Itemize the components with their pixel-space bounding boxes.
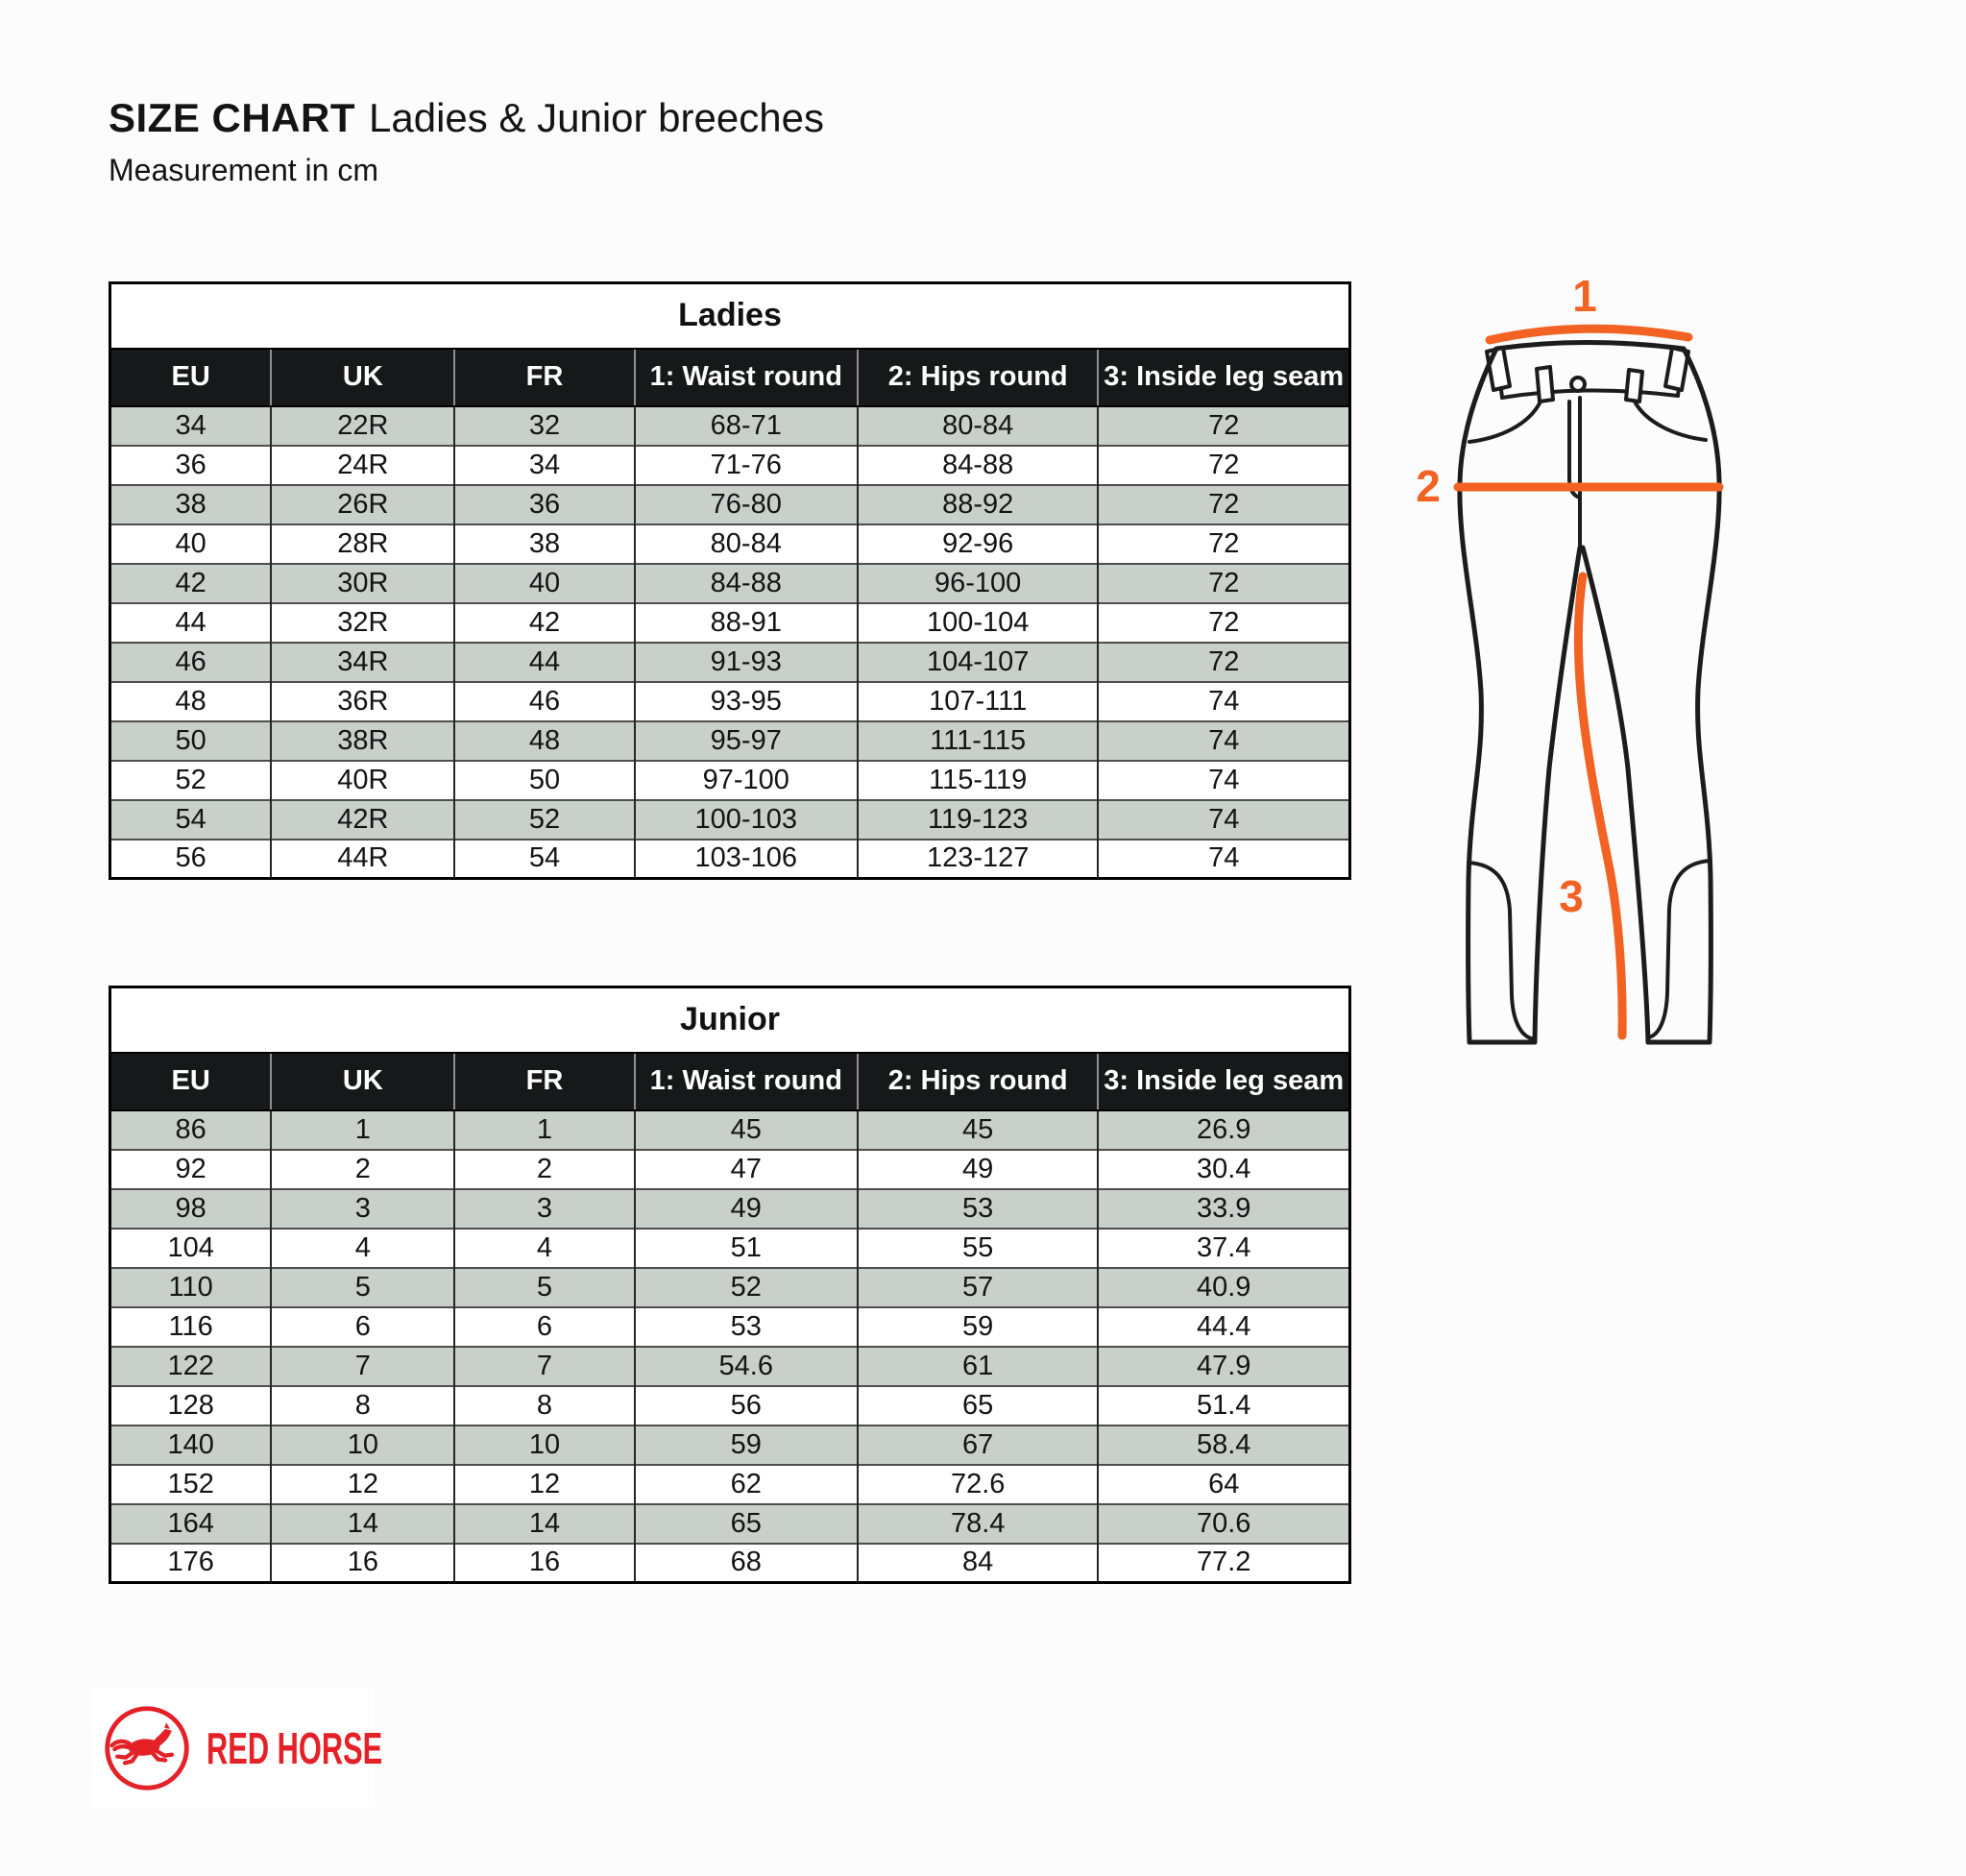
- table-cell: 107-111: [858, 682, 1098, 721]
- table-cell: 122: [110, 1347, 272, 1386]
- table-cell: 8: [271, 1386, 454, 1425]
- table-cell: 74: [1098, 800, 1349, 840]
- table-cell: 80-84: [858, 406, 1098, 446]
- table-cell: 40.9: [1098, 1268, 1349, 1307]
- table-cell: 53: [635, 1307, 858, 1347]
- table-cell: 88-91: [635, 603, 858, 643]
- table-cell: 5: [271, 1268, 454, 1307]
- table-cell: 36: [454, 485, 634, 524]
- table-cell: 68-71: [635, 406, 858, 446]
- table-cell: 26R: [271, 485, 454, 524]
- doc-header: [109, 96, 824, 188]
- table-cell: 59: [858, 1307, 1098, 1347]
- table-cell: 71-76: [635, 446, 858, 485]
- table-cell: 28R: [271, 524, 454, 564]
- table-body: [110, 1110, 1350, 1583]
- table-cell: 76-80: [635, 485, 858, 524]
- column-header: 2: Hips round: [858, 1053, 1098, 1110]
- table-cell: 111-115: [858, 721, 1098, 761]
- table-cell: 58.4: [1098, 1425, 1349, 1465]
- table-caption: Junior: [110, 987, 1350, 1053]
- table-cell: 30R: [271, 564, 454, 603]
- table-cell: 72.6: [858, 1465, 1098, 1504]
- table-cell: 26.9: [1098, 1110, 1349, 1150]
- table-cell: 98: [110, 1189, 272, 1229]
- table-cell: 44: [110, 603, 272, 643]
- table-cell: 42: [110, 564, 272, 603]
- table-row: [110, 1504, 1350, 1544]
- table-cell: 34R: [271, 643, 454, 682]
- column-header: 1: Waist round: [635, 349, 858, 406]
- table-cell: 56: [110, 840, 272, 879]
- table-cell: 93-95: [635, 682, 858, 721]
- table-cell: 36R: [271, 682, 454, 721]
- table-body: [110, 406, 1350, 879]
- table-cell: 37.4: [1098, 1229, 1349, 1268]
- table-cell: 72: [1098, 643, 1349, 682]
- table-cell: 78.4: [858, 1504, 1098, 1544]
- table-cell: 4: [454, 1229, 634, 1268]
- table-cell: 44: [454, 643, 634, 682]
- column-header: UK: [271, 349, 454, 406]
- inseam-measure-label: 3: [1559, 871, 1584, 921]
- table-cell: 16: [454, 1544, 634, 1583]
- table-cell: 123-127: [858, 840, 1098, 879]
- table-cell: 6: [454, 1307, 634, 1347]
- table-cell: 110: [110, 1268, 272, 1307]
- table-row: [110, 564, 1350, 603]
- table-cell: 65: [635, 1504, 858, 1544]
- column-header: EU: [110, 1053, 272, 1110]
- table-cell: 72: [1098, 524, 1349, 564]
- front-pocket: [1635, 402, 1706, 440]
- column-header: EU: [110, 349, 272, 406]
- table-row: [110, 1465, 1350, 1504]
- table-cell: 34: [454, 446, 634, 485]
- table-cell: 48: [110, 682, 272, 721]
- table-cell: 152: [110, 1465, 272, 1504]
- table-cell: 52: [110, 761, 272, 800]
- table-row: [110, 1229, 1350, 1268]
- table-cell: 6: [271, 1307, 454, 1347]
- table-cell: 30.4: [1098, 1150, 1349, 1189]
- table-cell: 47.9: [1098, 1347, 1349, 1386]
- table-cell: 51: [635, 1229, 858, 1268]
- table-cell: 72: [1098, 406, 1349, 446]
- table-cell: 84-88: [635, 564, 858, 603]
- table-row: [110, 1110, 1350, 1150]
- table-cell: 119-123: [858, 800, 1098, 840]
- table-cell: 57: [858, 1268, 1098, 1307]
- table-row: [110, 800, 1350, 840]
- belt-loop: [1537, 367, 1553, 402]
- knee-patch: [1648, 861, 1711, 1037]
- table-cell: 50: [454, 761, 634, 800]
- table-cell: 2: [271, 1150, 454, 1189]
- table-row: [110, 682, 1350, 721]
- waist-measure-line: [1490, 329, 1688, 340]
- table-cell: 115-119: [858, 761, 1098, 800]
- table-cell: 10: [454, 1425, 634, 1465]
- table-cell: 97-100: [635, 761, 858, 800]
- table-cell: 72: [1098, 485, 1349, 524]
- table-row: [110, 1386, 1350, 1425]
- table-cell: 49: [635, 1189, 858, 1229]
- table-cell: 100-103: [635, 800, 858, 840]
- table-cell: 103-106: [635, 840, 858, 879]
- table-cell: 86: [110, 1110, 272, 1150]
- brand-name: RED HORSE: [206, 1722, 383, 1773]
- table-cell: 176: [110, 1544, 272, 1583]
- table-cell: 91-93: [635, 643, 858, 682]
- column-header: FR: [454, 349, 634, 406]
- table-cell: 80-84: [635, 524, 858, 564]
- table-cell: 74: [1098, 761, 1349, 800]
- table-row: [110, 406, 1350, 446]
- table-cell: 104: [110, 1229, 272, 1268]
- table-cell: 32: [454, 406, 634, 446]
- table-row: [110, 446, 1350, 485]
- hips-measure-label: 2: [1416, 461, 1441, 511]
- measurement-unit-note: Measurement in cm: [109, 153, 378, 188]
- table-cell: 14: [454, 1504, 634, 1544]
- table-cell: 38R: [271, 721, 454, 761]
- belt-loop: [1626, 370, 1642, 402]
- table-row: [110, 1150, 1350, 1189]
- table-cell: 164: [110, 1504, 272, 1544]
- table-cell: 33.9: [1098, 1189, 1349, 1229]
- table-cell: 4: [271, 1229, 454, 1268]
- table-cell: 140: [110, 1425, 272, 1465]
- table-cell: 70.6: [1098, 1504, 1349, 1544]
- table-cell: 74: [1098, 840, 1349, 879]
- table-cell: 42R: [271, 800, 454, 840]
- knee-patch: [1468, 863, 1535, 1039]
- table-cell: 50: [110, 721, 272, 761]
- table-cell: 38: [454, 524, 634, 564]
- junior-size-table: [109, 986, 1351, 1584]
- brand-logo: [93, 1688, 383, 1808]
- table-cell: 8: [454, 1386, 634, 1425]
- table-row: [110, 1544, 1350, 1583]
- table-cell: 88-92: [858, 485, 1098, 524]
- table-cell: 54: [110, 800, 272, 840]
- table-cell: 128: [110, 1386, 272, 1425]
- table-cell: 56: [635, 1386, 858, 1425]
- column-header: 1: Waist round: [635, 1053, 858, 1110]
- column-header: 3: Inside leg seam: [1098, 1053, 1349, 1110]
- table-cell: 47: [635, 1150, 858, 1189]
- table-cell: 48: [454, 721, 634, 761]
- table-row: [110, 524, 1350, 564]
- table-caption-row: [110, 283, 1350, 349]
- front-pocket: [1469, 402, 1541, 442]
- table-cell: 40: [110, 524, 272, 564]
- table-cell: 14: [271, 1504, 454, 1544]
- table-row: [110, 1268, 1350, 1307]
- column-header: 3: Inside leg seam: [1098, 349, 1349, 406]
- table-cell: 72: [1098, 603, 1349, 643]
- table-cell: 72: [1098, 446, 1349, 485]
- table-row: [110, 485, 1350, 524]
- table-row: [110, 1425, 1350, 1465]
- table-cell: 84-88: [858, 446, 1098, 485]
- table-cell: 1: [454, 1110, 634, 1150]
- table-cell: 65: [858, 1386, 1098, 1425]
- table-cell: 24R: [271, 446, 454, 485]
- page-title-main: SIZE CHART: [109, 95, 355, 140]
- table-cell: 2: [454, 1150, 634, 1189]
- table-cell: 34: [110, 406, 272, 446]
- table-cell: 72: [1098, 564, 1349, 603]
- table-cell: 67: [858, 1425, 1098, 1465]
- table-cell: 62: [635, 1465, 858, 1504]
- table-cell: 32R: [271, 603, 454, 643]
- table-header-row: [110, 349, 1350, 406]
- table-row: [110, 1347, 1350, 1386]
- column-header: FR: [454, 1053, 634, 1110]
- table-row: [110, 761, 1350, 800]
- waist-measure-label: 1: [1572, 271, 1597, 321]
- table-cell: 52: [454, 800, 634, 840]
- table-cell: 74: [1098, 721, 1349, 761]
- table-cell: 104-107: [858, 643, 1098, 682]
- table-cell: 95-97: [635, 721, 858, 761]
- breeches-outline: [1460, 343, 1719, 1043]
- galloping-horse-icon: [101, 1702, 193, 1794]
- table-cell: 49: [858, 1150, 1098, 1189]
- table-row: [110, 1189, 1350, 1229]
- table-cell: 92-96: [858, 524, 1098, 564]
- table-cell: 52: [635, 1268, 858, 1307]
- table-cell: 45: [635, 1110, 858, 1150]
- table-cell: 7: [454, 1347, 634, 1386]
- breeches-measurement-diagram: [1400, 240, 1733, 1066]
- table-cell: 44R: [271, 840, 454, 879]
- table-cell: 42: [454, 603, 634, 643]
- table-cell: 100-104: [858, 603, 1098, 643]
- table-cell: 92: [110, 1150, 272, 1189]
- table-cell: 16: [271, 1544, 454, 1583]
- table-cell: 53: [858, 1189, 1098, 1229]
- table-cell: 1: [271, 1110, 454, 1150]
- page-title-sub: Ladies & Junior breeches: [369, 95, 824, 140]
- table-cell: 38: [110, 485, 272, 524]
- table-cell: 74: [1098, 682, 1349, 721]
- table-cell: 46: [110, 643, 272, 682]
- table-cell: 22R: [271, 406, 454, 446]
- table-cell: 40R: [271, 761, 454, 800]
- table-cell: 84: [858, 1544, 1098, 1583]
- table-cell: 44.4: [1098, 1307, 1349, 1347]
- waist-button: [1571, 378, 1585, 391]
- table-cell: 68: [635, 1544, 858, 1583]
- table-cell: 54: [454, 840, 634, 879]
- table-header-row: [110, 1053, 1350, 1110]
- table-cell: 12: [454, 1465, 634, 1504]
- table-cell: 96-100: [858, 564, 1098, 603]
- table-row: [110, 721, 1350, 761]
- table-cell: 77.2: [1098, 1544, 1349, 1583]
- table-row: [110, 603, 1350, 643]
- table-cell: 55: [858, 1229, 1098, 1268]
- ladies-size-table: [109, 281, 1351, 880]
- page-title: [109, 96, 824, 140]
- table-row: [110, 1307, 1350, 1347]
- table-row: [110, 840, 1350, 879]
- table-cell: 51.4: [1098, 1386, 1349, 1425]
- table-row: [110, 643, 1350, 682]
- table-cell: 64: [1098, 1465, 1349, 1504]
- table-cell: 10: [271, 1425, 454, 1465]
- inseam-measure-line: [1578, 576, 1622, 1035]
- table-cell: 12: [271, 1465, 454, 1504]
- table-cell: 46: [454, 682, 634, 721]
- table-caption: Ladies: [110, 283, 1350, 349]
- table-cell: 116: [110, 1307, 272, 1347]
- column-header: 2: Hips round: [858, 349, 1098, 406]
- table-cell: 61: [858, 1347, 1098, 1386]
- table-cell: 5: [454, 1268, 634, 1307]
- table-cell: 7: [271, 1347, 454, 1386]
- table-caption-row: [110, 987, 1350, 1053]
- table-cell: 59: [635, 1425, 858, 1465]
- table-cell: 36: [110, 446, 272, 485]
- table-cell: 54.6: [635, 1347, 858, 1386]
- table-cell: 40: [454, 564, 634, 603]
- belt-loop: [1487, 348, 1510, 390]
- table-cell: 3: [271, 1189, 454, 1229]
- table-cell: 3: [454, 1189, 634, 1229]
- table-cell: 45: [858, 1110, 1098, 1150]
- column-header: UK: [271, 1053, 454, 1110]
